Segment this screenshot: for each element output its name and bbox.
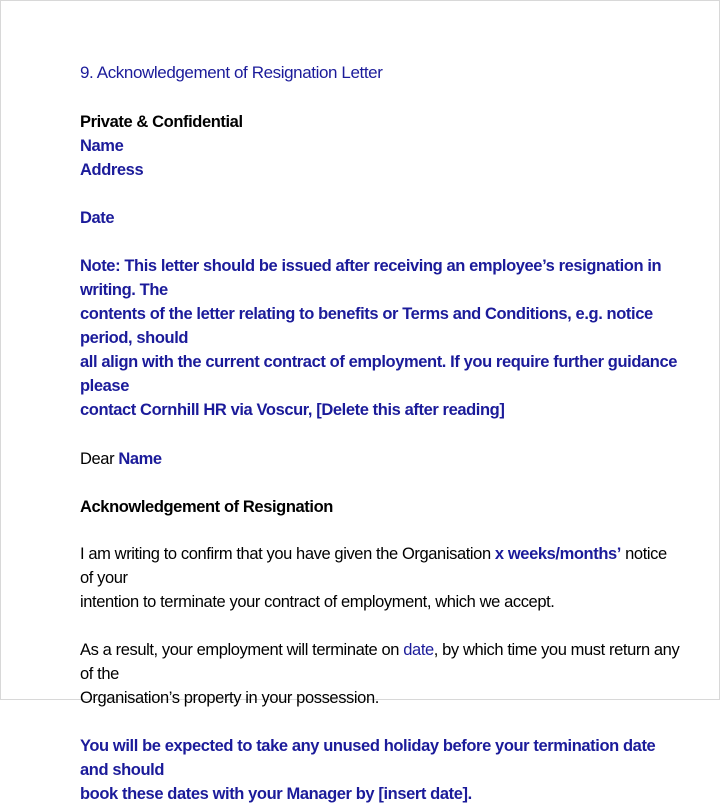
text-run: notice of your [80,545,667,587]
paragraph-line [80,542,680,590]
note-line: contents of the letter relating to benefits or Terms and Conditions, e.g. notice period, should [80,305,653,347]
note-line: contact Cornhill HR via Voscur, [Delete this after reading] [80,401,505,419]
paragraph-line: intention to terminate your contract of employment, which we accept. [80,593,555,611]
letter-subject: Acknowledgement of Resignation [80,498,333,516]
paragraph-line: book these dates with your Manager by [insert date]. [80,785,472,803]
letter-body [80,61,680,806]
recipient-address-placeholder: Address [80,161,144,179]
text-run: As a result, your employment will terminate on [80,641,404,659]
salutation-prefix: Dear [80,450,119,468]
termination-date-placeholder: date [403,641,434,659]
paragraph-line [80,638,680,686]
note-line: Note: This letter should be issued after receiving an employee’s resignation in writing. The [80,257,662,299]
paragraph-holiday [80,734,680,806]
paragraph-notice [80,542,680,614]
date-placeholder: Date [80,209,115,227]
instruction-note [80,254,680,422]
text-run: I am writing to confirm that you have given the Organisation [80,545,495,563]
text-run: , by which time you must return any of the [80,641,680,683]
paragraph-line: Organisation’s property in your possession. [80,689,379,707]
recipient-block [80,110,680,182]
confidential-label: Private & Confidential [80,113,243,131]
notice-period-placeholder: x weeks/months’ [494,545,621,563]
paragraph-termination [80,638,680,710]
salutation [80,447,680,471]
salutation-name-placeholder: Name [118,450,162,468]
paragraph-line: You will be expected to take any unused holiday before your termination date and should [80,737,656,779]
document-title: 9. Acknowledgement of Resignation Letter [80,63,383,82]
recipient-name-placeholder: Name [80,137,124,155]
note-line: all align with the current contract of employment. If you require further guidance please [80,353,678,395]
